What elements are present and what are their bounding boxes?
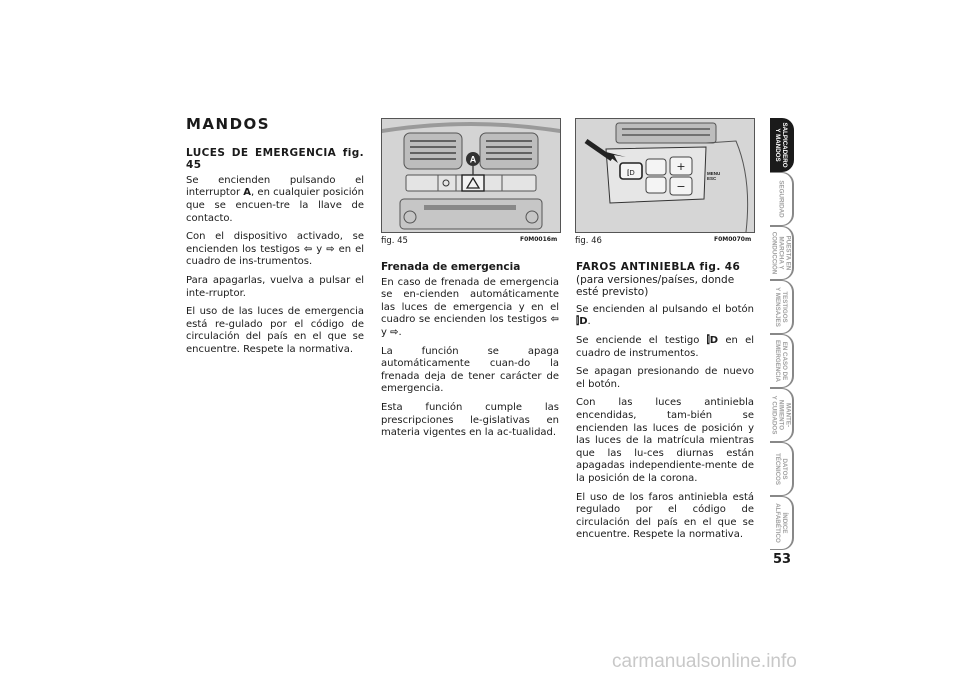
svg-text:−: − (676, 180, 686, 193)
paragraph (576, 335, 754, 360)
section-title: MANDOS (186, 115, 271, 133)
tab-label: ÍNDICE ALFABÉTICO (774, 503, 788, 543)
figure-45-caption: fig. 45 (381, 236, 408, 246)
text: Se encienden al pulsando el botón (576, 303, 754, 315)
figure-45-image (381, 118, 561, 233)
column-fog-lights (576, 261, 754, 548)
text: . (398, 326, 402, 338)
paragraph: Se apagan presionando de nuevo el botón. (576, 366, 754, 390)
heading-emergency-lights: LUCES DE EMERGENCIA fig. 45 (186, 146, 364, 172)
column-emergency-braking (381, 261, 559, 446)
svg-text:+: + (676, 160, 686, 173)
figure-46-image (575, 118, 755, 233)
tab-mantenimiento[interactable] (770, 388, 794, 442)
tab-label: PUESTA EN MARCHA Y CONDUCCIÓN (770, 231, 792, 275)
column-emergency-lights (186, 115, 364, 363)
tab-label: SEGURIDAD (777, 180, 785, 218)
paragraph: Se encienden al pulsando el botón ⫿D. (576, 303, 754, 328)
text: en el cuadro de ins-trumentos. (186, 243, 364, 268)
tab-datos-tecnicos[interactable] (770, 442, 794, 496)
watermark: carmanualsonline.info (612, 651, 797, 672)
figure-45-code: F0M0016m (520, 236, 558, 243)
figure-46-code: F0M0070m (714, 236, 752, 243)
paragraph (381, 277, 559, 340)
tab-label: DATOS TÉCNICOS (774, 453, 788, 485)
tab-puesta-en-marcha[interactable] (770, 226, 794, 280)
tab-label: TESTIGOS Y MENSAJES (774, 287, 788, 327)
tab-testigos[interactable] (770, 280, 794, 334)
text: , en cualquier posición que se encuen-tre la llave de contacto. (186, 187, 364, 224)
tab-label: MANTE- NIMIENTO Y CUIDADOS (770, 395, 792, 435)
fog-button-icon: ⫿D (627, 169, 635, 177)
fog-light-icon: ⫿D (576, 316, 588, 328)
paragraph: Con las luces antiniebla encendidas, tam-bién se encienden las luces de posición y las luces de la matrícula mientras que las lu-ces diurnas están apagadas independiente-mente de la posición de la corona. (576, 397, 754, 484)
paragraph: El uso de los faros antiniebla está regulado por el código de circulación del país en el que se encuentre. Respete la normativa. (576, 491, 754, 541)
text: En caso de frenada de emergencia se en-cienden automáticamente las luces de emergencia y en el cuadro se encienden los testigos (381, 276, 559, 326)
menu-esc-label: MENU ESC (707, 171, 721, 181)
tab-indice[interactable] (770, 496, 794, 550)
callout-a: A (469, 154, 477, 165)
dashboard-hazard-illustration (382, 119, 560, 232)
page-number: 53 (773, 552, 792, 567)
turn-right-icon: ⇨ (326, 243, 335, 255)
tab-salpicadero[interactable] (770, 118, 794, 172)
switch-label: A (243, 187, 252, 199)
tab-seguridad[interactable] (770, 172, 794, 226)
text: Con el dispositivo activado, se encienden los testigos (186, 231, 364, 255)
tab-label: EN CASO DE EMERGENCIA (774, 340, 788, 382)
text: Se enciende el testigo (576, 334, 707, 346)
tab-emergencia[interactable] (770, 334, 794, 388)
heading-fog-lights: FAROS ANTINIEBLA fig. 46 (576, 261, 741, 273)
heading-emergency-braking: Frenada de emergencia (381, 261, 521, 273)
tab-label: SALPICADERO Y MANDOS (774, 122, 788, 168)
paragraph: Para apagarlas, vuelva a pulsar el inte-rruptor. (186, 274, 364, 299)
text: Se encienden pulsando el interruptor (186, 174, 364, 199)
text: y (381, 326, 391, 338)
turn-right-icon: ⇨ (390, 326, 399, 338)
paragraph: Esta función cumple las prescripciones le-gislativas en materia vigentes en la ac-tualidad. (381, 401, 559, 439)
turn-left-icon: ⇦ (550, 314, 559, 326)
text: en el cuadro de instrumentos. (576, 334, 755, 359)
paragraph (186, 231, 364, 269)
fog-light-switch-illustration (576, 119, 754, 232)
text: y (312, 243, 327, 255)
paragraph (186, 175, 364, 225)
paragraph: La función se apaga automáticamente cuan-do la frenada deja de tener carácter de emergencia. (381, 345, 559, 395)
turn-left-icon: ⇦ (303, 243, 313, 255)
paragraph: El uso de las luces de emergencia está re-gulado por el código de circulación del país en el que se encuentre. Respete la normativa. (186, 306, 364, 355)
figure-46-caption: fig. 46 (575, 236, 602, 246)
subheading-fog-lights: (para versiones/países, donde esté previsto) (576, 273, 735, 299)
fog-light-icon: ⫿D (706, 334, 719, 346)
